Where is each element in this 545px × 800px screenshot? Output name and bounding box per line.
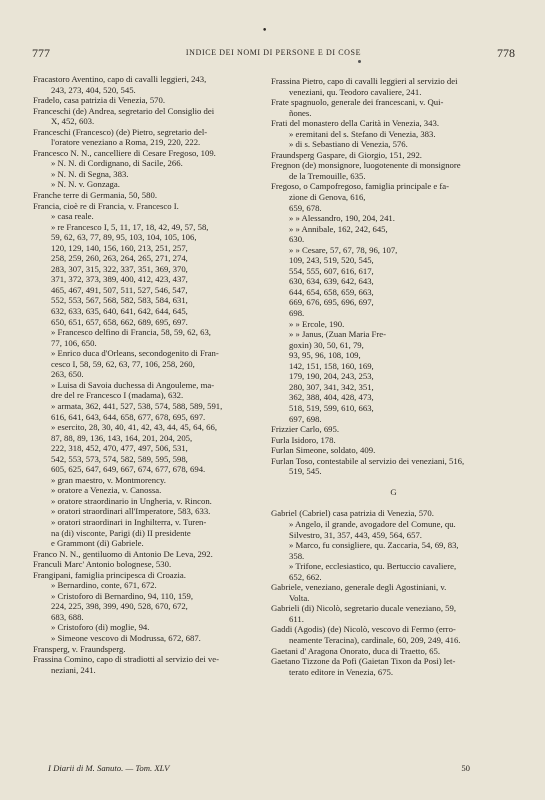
index-entry-line: » oratori straordinari all'Imperatore, 583, 633. — [51, 506, 211, 517]
index-entry-line: l'oratore veneziano a Roma, 219, 220, 222. — [51, 137, 201, 148]
index-entry-line: neamente Teracina), cardinale, 60, 209, 249, 416. — [289, 634, 461, 645]
index-entry-line: » oratori straordinari in Inghilterra, v. Turen- — [51, 516, 207, 527]
index-entry-line: 611. — [289, 613, 304, 624]
index-entry-line: Franceschi (Francesco) (de) Pietro, segretario del- — [33, 126, 208, 137]
index-entry-line: » oratore a Venezia, v. Canossa. — [51, 485, 162, 496]
index-entry-line: Frate spagnuolo, generale dei francescani, v. Qui- — [271, 97, 444, 108]
index-entry-line: Fraundsperg Gaspare, di Giorgio, 151, 292. — [271, 149, 422, 160]
index-entry-line: Franche terre di Germania, 50, 580. — [33, 190, 157, 201]
index-entry-line: veneziani, qu. Teodoro cavaliere, 241. — [289, 86, 422, 97]
index-entry-line: 59, 62, 63, 77, 89, 95, 103, 104, 105, 106, — [51, 232, 197, 243]
index-entry-line: e Grammont (di) Gabriele. — [51, 538, 144, 549]
index-entry-line: » armata, 362, 441, 527, 538, 574, 588, 589, 591, — [51, 400, 223, 411]
index-entry-line: na (di) visconte, Parigi (di) II presidente — [51, 527, 191, 538]
index-entry-line: 616, 641, 643, 644, 658, 677, 678, 695, 697. — [51, 411, 206, 422]
index-entry-line: Fradelo, casa patrizia di Venezia, 570. — [33, 95, 166, 106]
index-entry-line: ñones. — [289, 107, 312, 118]
index-entry-line: 222, 318, 452, 470, 477, 497, 506, 531, — [51, 443, 188, 454]
index-entry-line: 371, 372, 373, 389, 400, 412, 423, 437, — [51, 274, 188, 285]
index-entry-line: zione di Genova, 616, — [289, 192, 366, 203]
index-entry-line: 280, 307, 341, 342, 351, — [289, 381, 374, 392]
index-entry-line: 263, 650. — [51, 369, 84, 380]
index-entry-line: Frassina Pietro, capo di cavalli leggieri al servizio dei — [271, 76, 458, 86]
index-entry-line: terato editore in Venezia, 675. — [289, 666, 394, 677]
index-entry-line: Franceschi (de) Andrea, segretario del Consiglio dei — [33, 105, 215, 116]
footer-citation: I Diarii di M. Sanuto. — Tom. XLV — [48, 763, 170, 773]
index-entry-line: 644, 654, 658, 659, 663, — [289, 286, 374, 297]
index-entry-line: » » Alessandro, 190, 204, 241. — [289, 213, 395, 224]
index-entry-line: » Bernardino, conte, 671, 672. — [51, 580, 157, 591]
page-number-right: 778 — [497, 46, 515, 60]
index-entry-line: 109, 243, 519, 520, 545, — [289, 255, 374, 266]
ink-mark: • — [262, 26, 268, 36]
index-entry-line: » Luisa di Savoia duchessa di Angouleme, ma- — [51, 379, 215, 390]
index-entry-line: 142, 151, 158, 160, 169, — [289, 360, 374, 371]
index-entry-line: » N. N. di Segna, 383. — [51, 168, 129, 179]
index-entry-line: Franculi Marc' Antonio bolognese, 530. — [33, 559, 172, 570]
index-entry-line: 258, 259, 260, 263, 264, 265, 271, 274, — [51, 253, 188, 264]
index-entry-line: 77, 106, 650. — [51, 337, 97, 348]
index-entry-line: 630. — [289, 234, 305, 245]
index-entry-line: Frati del monastero della Carità in Venezia, 343. — [271, 118, 439, 129]
index-entry-line: Silvestro, 31, 357, 443, 459, 564, 657. — [289, 529, 422, 540]
index-entry-line: Gabriel (Cabriel) casa patrizia di Venezia, 570. — [271, 508, 434, 519]
index-entry-line: » Trifone, ecclesiastico, qu. Bertuccio cavaliere, — [289, 561, 457, 572]
index-entry-line: » esercito, 28, 30, 40, 41, 42, 43, 44, 45, 64, 66, — [51, 422, 218, 433]
index-entry-line: Gabrieli (di) Nicolò, segretario ducale veneziano, 59, — [271, 603, 457, 614]
index-entry-line: » Francesco delfino di Francia, 58, 59, 62, 63, — [51, 327, 211, 338]
running-title: INDICE DEI NOMI DI PERSONE E DI COSE — [185, 48, 362, 57]
index-entry-line: » di s. Sebastiano di Venezia, 576. — [289, 139, 408, 150]
index-entry-line: 669, 676, 695, 696, 697, — [289, 297, 374, 308]
index-entry-line: 605, 625, 647, 649, 667, 674, 677, 678, 694. — [51, 464, 206, 475]
index-entry-line: 224, 225, 398, 399, 490, 528, 670, 672, — [51, 601, 188, 612]
index-entry-line: » » Annibale, 162, 242, 645, — [289, 223, 388, 234]
index-entry-line: Fregoso, o Campofregoso, famiglia principale e fa- — [271, 181, 450, 192]
index-entry-line: 120, 129, 140, 156, 160, 213, 251, 257, — [51, 242, 188, 253]
ink-dot — [358, 60, 361, 63]
index-entry-line: 652, 662. — [289, 571, 322, 582]
index-entry-line: cesco I, 58, 59, 62, 63, 77, 106, 258, 260, — [51, 358, 195, 369]
index-entry-line: » Angelo, il grande, avogadore del Comune, qu. — [289, 518, 456, 529]
index-entry-line: » » Janus, (Zuan Maria Fre- — [289, 329, 386, 340]
spacer — [271, 498, 516, 509]
index-entry-line: Furla Isidoro, 178. — [271, 434, 336, 445]
index-entry-line: 283, 307, 315, 322, 337, 351, 369, 370, — [51, 263, 188, 274]
index-entry-line: » » Cesare, 57, 67, 78, 96, 107, — [289, 244, 398, 255]
spacer — [271, 477, 516, 488]
page-number-left: 777 — [32, 46, 50, 60]
index-entry-line: Volta. — [289, 592, 310, 603]
index-entry-line: 698. — [289, 308, 305, 319]
index-entry-line: Franco N. N., gentiluomo di Antonio De Leva, 292. — [33, 548, 213, 559]
index-entry-line: goxin) 30, 50, 61, 79, — [289, 339, 364, 350]
index-entry-line: 554, 555, 607, 616, 617, — [289, 265, 374, 276]
index-entry-line: » eremitani del s. Stefano di Venezia, 383. — [289, 128, 436, 139]
index-entry-line: 93, 95, 96, 108, 109, — [289, 350, 361, 361]
index-entry-line: » Enrico duca d'Orleans, secondogenito di Fran- — [51, 348, 219, 359]
index-entry-line: 650, 651, 657, 658, 662, 689, 695, 697. — [51, 316, 188, 327]
index-entry-line: de la Tremouille, 635. — [289, 170, 366, 181]
index-entry-line: Francesco N. N., cancelliere di Cesare Fregoso, 109. — [33, 147, 216, 158]
index-entry-line: Fregnon (de) monsignore, luogotenente di monsignore — [271, 160, 461, 171]
index-entry-line: 632, 633, 635, 640, 641, 642, 644, 645, — [51, 306, 188, 317]
index-entry-line: » N. N. di Cordignano, di Sacile, 266. — [51, 158, 183, 169]
page-footer — [48, 763, 470, 777]
signature-number: 50 — [461, 763, 470, 773]
index-entry-line: » Cristoforo (di) moglie, 94. — [51, 622, 150, 633]
index-entry-line: dre del re Francesco I (madama), 632. — [51, 390, 184, 401]
index-entry-line: » re Francesco I, 5, 11, 17, 18, 42, 49, 57, 58, — [51, 221, 209, 232]
index-entry-line: 683, 688. — [51, 611, 84, 622]
index-entry-line: 697, 698. — [289, 413, 322, 424]
index-entry-line: Gaddi (Agodis) (de) Nicolò, vescovo di Fermo (erro- — [271, 624, 456, 635]
index-entry-line: Frangipani, famiglia principesca di Croazia. — [33, 569, 186, 580]
index-entry-line: 630, 634, 639, 642, 643, — [289, 276, 374, 287]
index-entry-line: Frizzier Carlo, 695. — [271, 424, 340, 435]
index-entry-line: X, 452, 603. — [51, 116, 95, 127]
index-entry-line: Gaetano Tizzone da Pofi (Gaietan Tixon da Posi) let- — [271, 656, 456, 667]
index-entry-line: » gran maestro, v. Montmorency. — [51, 474, 166, 485]
index-entry-line: Fransperg, v. Fraundsperg. — [33, 643, 126, 654]
index-entry-line: » oratore straordinario in Ungheria, v. Rincon. — [51, 495, 212, 506]
right-column — [271, 76, 516, 677]
index-entry-line: neziani, 241. — [51, 664, 96, 675]
index-entry-line: » Marco, fu consigliere, qu. Zaccaria, 54, 69, 83, — [289, 540, 459, 551]
index-entry-line: » » Ercole, 190. — [289, 318, 345, 329]
left-column — [33, 74, 268, 675]
index-entry-line: 542, 553, 573, 574, 582, 589, 595, 598, — [51, 453, 188, 464]
index-entry-line: Frassina Comino, capo di stradiotti al servizio dei ve- — [33, 654, 220, 665]
index-entry-line: » Simeone vescovo di Modrussa, 672, 687. — [51, 632, 201, 643]
index-entry-line: » casa reale. — [51, 211, 94, 222]
index-entry-line: 659, 678. — [289, 202, 322, 213]
index-entry-line: Gabriele, veneziano, generale degli Agostiniani, v. — [271, 582, 447, 593]
index-entry-line: 552, 553, 567, 568, 582, 583, 584, 631, — [51, 295, 188, 306]
index-entry-line: Furlan Toso, contestabile al servizio dei veneziani, 516, — [271, 455, 465, 466]
page-header — [32, 46, 515, 62]
index-entry-line: Furlan Simeone, soldato, 409. — [271, 445, 376, 456]
index-entry-line: Fracastoro Aventino, capo di cavalli leggieri, 243, — [33, 74, 207, 84]
index-entry-line: 358. — [289, 550, 305, 561]
index-entry-line: 179, 190, 204, 243, 253, — [289, 371, 374, 382]
index-entry-line: Gaetani d' Aragona Onorato, duca di Traetto, 65. — [271, 645, 441, 656]
section-letter: G — [390, 487, 397, 498]
index-entry-line: Francia, cioè re di Francia, v. Francesco I. — [33, 200, 179, 211]
index-entry-line: 465, 467, 491, 507, 511, 527, 546, 547, — [51, 284, 188, 295]
index-entry-line: 243, 273, 404, 520, 545. — [51, 84, 136, 95]
index-entry-line: 362, 388, 404, 428, 473, — [289, 392, 374, 403]
index-entry-line: » Cristoforo di Bernardino, 94, 110, 159, — [51, 590, 194, 601]
index-entry-line: 519, 545. — [289, 466, 322, 477]
index-entry-line: » N. N. v. Gonzaga. — [51, 179, 120, 190]
index-entry-line: 518, 519, 599, 610, 663, — [289, 402, 374, 413]
index-entry-line: 87, 88, 89, 136, 143, 164, 201, 204, 205, — [51, 432, 193, 443]
